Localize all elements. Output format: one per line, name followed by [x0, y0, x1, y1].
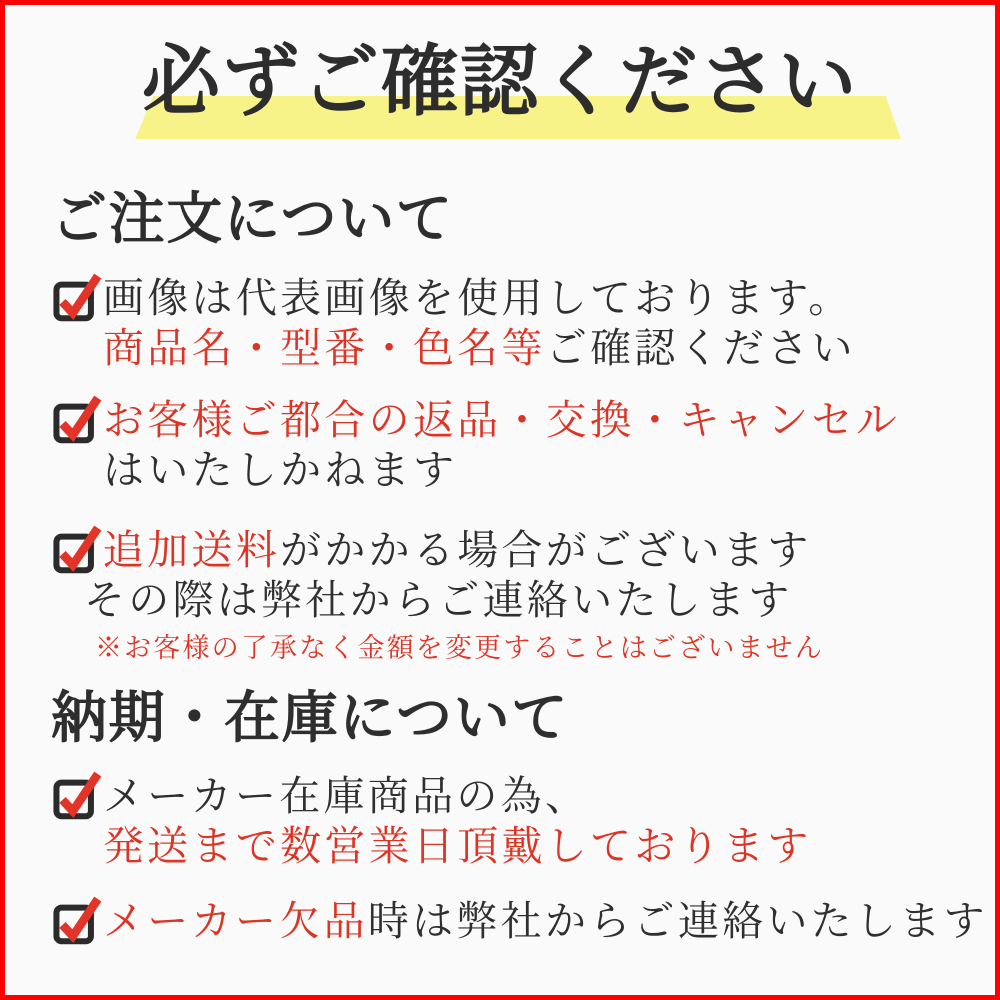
checked-checkbox-icon	[53, 389, 103, 445]
item-text-segment: はいたしかねます	[103, 447, 458, 493]
item-text	[103, 771, 811, 871]
item-text-segment: 時は弊社からご連絡いたします	[367, 898, 988, 944]
item-text-segment: 画像は代表画像を使用しております。	[103, 275, 853, 321]
checklist-item	[53, 525, 811, 625]
checklist-item	[53, 273, 856, 373]
note-text: ※お客様の了承なく金額を変更することはございません	[95, 633, 824, 663]
item-text-segment-red: 発送まで数営業日頂戴しております	[103, 823, 812, 869]
item-text	[103, 273, 856, 373]
item-text	[84, 525, 812, 625]
checklist-item	[53, 395, 900, 495]
checked-checkbox-icon	[53, 519, 103, 575]
item-text-segment-red: 追加送料	[103, 527, 281, 573]
checked-checkbox-icon	[53, 267, 103, 323]
section-heading-stock: 納期・在庫について	[51, 688, 569, 750]
section-heading-order: ご注文について	[51, 189, 454, 251]
item-text-segment: その際は弊社からご連絡いたします	[84, 577, 793, 623]
checked-checkbox-icon	[53, 765, 103, 821]
item-text	[103, 896, 988, 946]
page-title: 必ずご確認ください	[141, 38, 859, 125]
item-text	[103, 395, 900, 495]
item-text-segment: ご確認ください	[545, 325, 856, 371]
item-text-segment: がかかる場合がございます	[280, 527, 812, 573]
item-text-segment-red: お客様ご都合の返品・交換・キャンセル	[103, 397, 901, 443]
item-text-segment-red: メーカー欠品	[103, 898, 368, 944]
item-text-segment: メーカー在庫商品の為、	[103, 773, 590, 819]
checklist-item	[53, 771, 811, 871]
checked-checkbox-icon	[53, 890, 103, 946]
item-text-segment-red: 商品名・型番・色名等	[103, 325, 546, 371]
checklist-item	[53, 896, 988, 946]
